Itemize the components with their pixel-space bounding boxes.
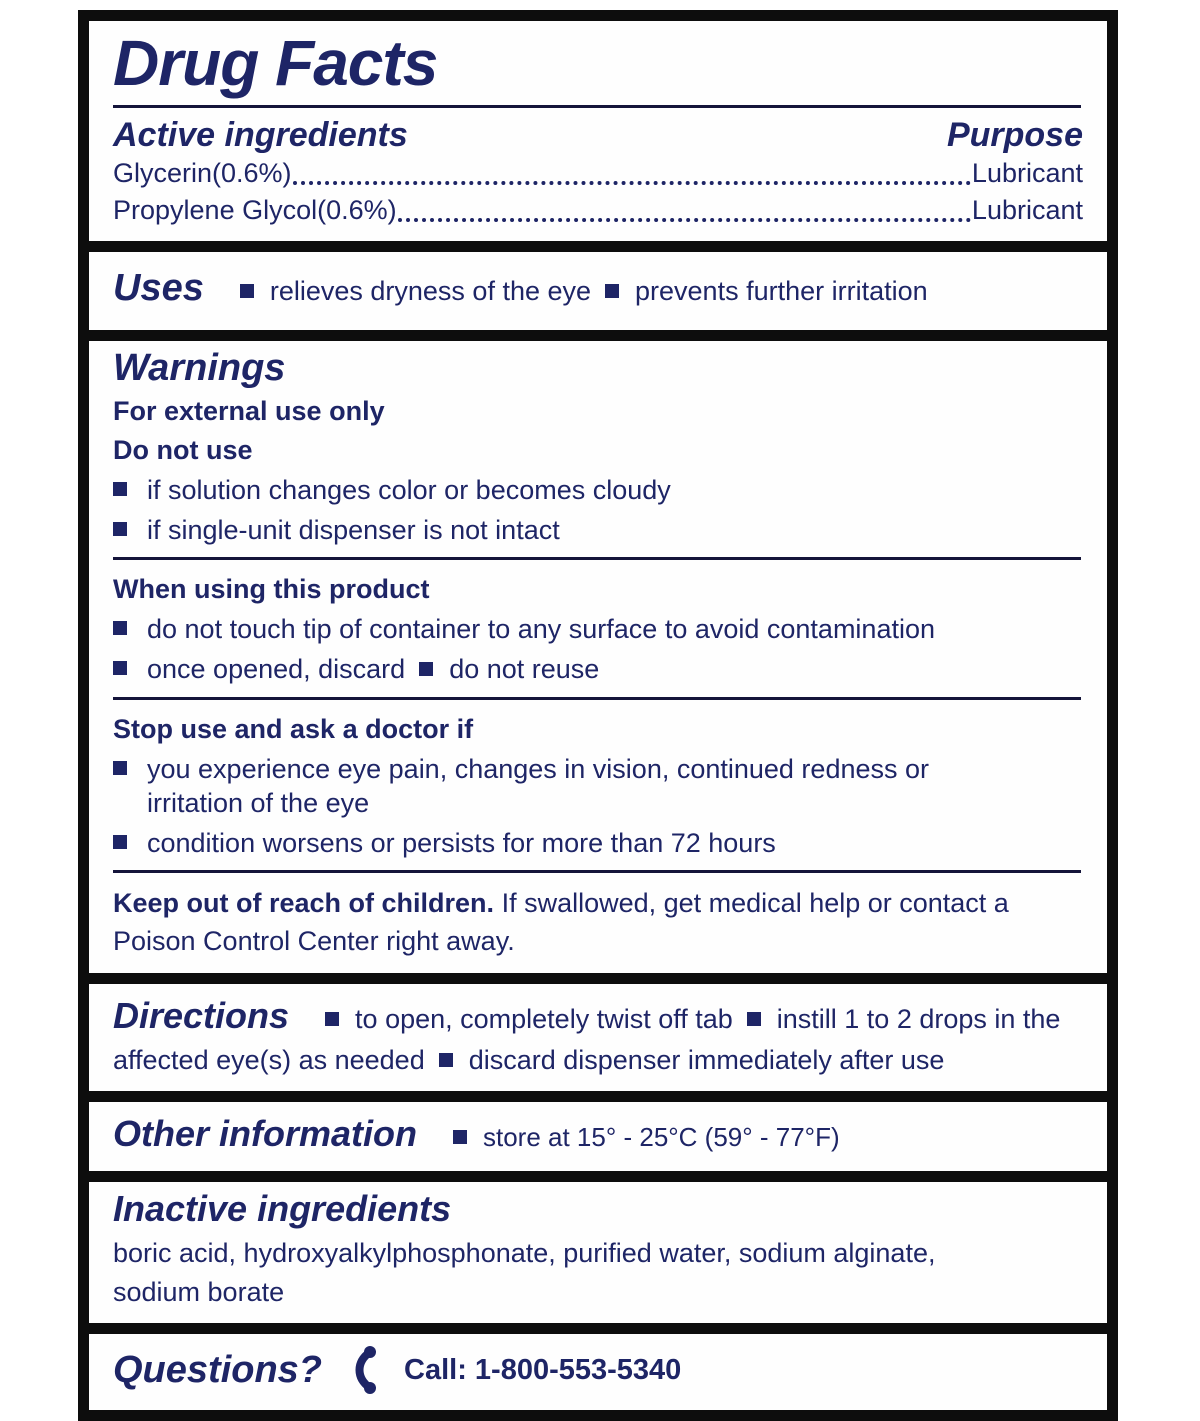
warnings-divider	[113, 557, 1081, 560]
uses-line	[113, 262, 1083, 316]
warnings-divider	[113, 870, 1081, 873]
ingredient-row	[113, 155, 1083, 192]
warning-item-text: do not touch tip of container to any surface to avoid contamination	[147, 614, 935, 645]
phone-handset-icon	[348, 1344, 378, 1396]
purpose-heading: Purpose	[946, 115, 1083, 154]
active-ingredients-header-row	[113, 116, 1083, 155]
square-bullet-icon	[113, 621, 127, 635]
uses-item: prevents further irritation	[635, 276, 928, 307]
square-bullet-icon	[113, 835, 127, 849]
directions-item: to open, completely twist off tab	[355, 1003, 733, 1034]
section-warnings	[89, 341, 1107, 973]
do-not-use-heading: Do not use	[113, 435, 253, 466]
external-use-text: For external use only	[113, 396, 385, 427]
directions-line	[113, 990, 1083, 1079]
square-bullet-icon	[747, 1012, 761, 1026]
drug-facts-label	[78, 10, 1118, 1421]
questions-line	[113, 1340, 1083, 1398]
section-inactive-ingredients	[89, 1182, 1107, 1323]
warning-item-text: if solution changes color or becomes cloudy	[147, 475, 671, 506]
warning-item	[113, 473, 1083, 508]
ingredient-name: Glycerin(0.6%)	[113, 157, 292, 188]
ingredient-name: Propylene Glycol(0.6%)	[113, 194, 397, 225]
call-phone-number: Call: 1-800-553-5340	[404, 1353, 682, 1386]
uses-item: relieves dryness of the eye	[269, 276, 592, 307]
square-bullet-icon	[325, 1012, 339, 1026]
questions-heading: Questions?	[113, 1348, 323, 1391]
warning-item	[113, 652, 1083, 687]
drug-facts-title: Drug Facts	[113, 27, 438, 99]
square-bullet-icon	[419, 662, 433, 676]
directions-heading: Directions	[113, 994, 290, 1036]
section-other-information	[89, 1102, 1107, 1171]
warning-item-text: once opened, discard	[147, 653, 406, 684]
square-bullet-icon	[113, 482, 127, 496]
warning-item-text: do not reuse	[449, 653, 600, 684]
section-directions	[89, 984, 1107, 1091]
section-questions	[89, 1334, 1107, 1410]
other-information-heading: Other information	[113, 1113, 417, 1155]
dot-leader	[293, 181, 971, 185]
square-bullet-icon	[439, 1053, 453, 1067]
warnings-divider	[113, 697, 1081, 700]
other-information-line	[113, 1108, 1083, 1159]
directions-item: discard dispenser immediately after use	[468, 1044, 945, 1075]
square-bullet-icon	[605, 284, 619, 298]
ingredient-purpose: Lubricant	[971, 157, 1083, 188]
square-bullet-icon	[240, 284, 254, 298]
square-bullet-icon	[113, 522, 127, 536]
warning-item	[113, 513, 1083, 548]
inactive-ingredients-text: boric acid, hydroxyalkylphosphonate, purified water, sodium alginate, sodium borate	[113, 1238, 936, 1307]
when-using-heading: When using this product	[113, 574, 430, 605]
directions-item: instill 1 to 2 drops in the affected eye(s) as needed	[113, 1003, 1061, 1075]
other-information-item: store at 15° - 25°C (59° - 77°F)	[483, 1122, 840, 1153]
keep-out-bold: Keep out of reach of children.	[113, 888, 495, 919]
warning-item-text: condition worsens or persists for more than 72 hours	[147, 827, 776, 858]
warning-item	[113, 752, 1083, 821]
square-bullet-icon	[113, 661, 127, 675]
keep-out-rest: If swallowed, get medical help or contact a Poison Control Center right away.	[113, 888, 1009, 957]
warning-item-text: you experience eye pain, changes in vision, continued redness or irritation of the eye	[147, 753, 929, 819]
warning-item	[113, 612, 1083, 647]
ingredient-row	[113, 192, 1083, 229]
square-bullet-icon	[453, 1130, 467, 1144]
section-active-ingredients	[89, 21, 1107, 241]
section-uses	[89, 252, 1107, 330]
uses-heading: Uses	[113, 267, 204, 310]
warning-item-text	[147, 652, 599, 687]
stop-use-heading: Stop use and ask a doctor if	[113, 713, 474, 744]
warnings-heading: Warnings	[113, 347, 286, 390]
square-bullet-icon	[113, 761, 127, 775]
dot-leader	[398, 218, 971, 222]
warning-item	[113, 826, 1083, 861]
title-divider	[113, 105, 1081, 108]
active-ingredients-heading: Active ingredients	[113, 115, 408, 154]
keep-out-of-reach-text	[113, 885, 1083, 961]
ingredient-purpose: Lubricant	[971, 194, 1083, 225]
warning-item-text: if single-unit dispenser is not intact	[147, 514, 560, 545]
inactive-ingredients-heading: Inactive ingredients	[113, 1188, 452, 1230]
